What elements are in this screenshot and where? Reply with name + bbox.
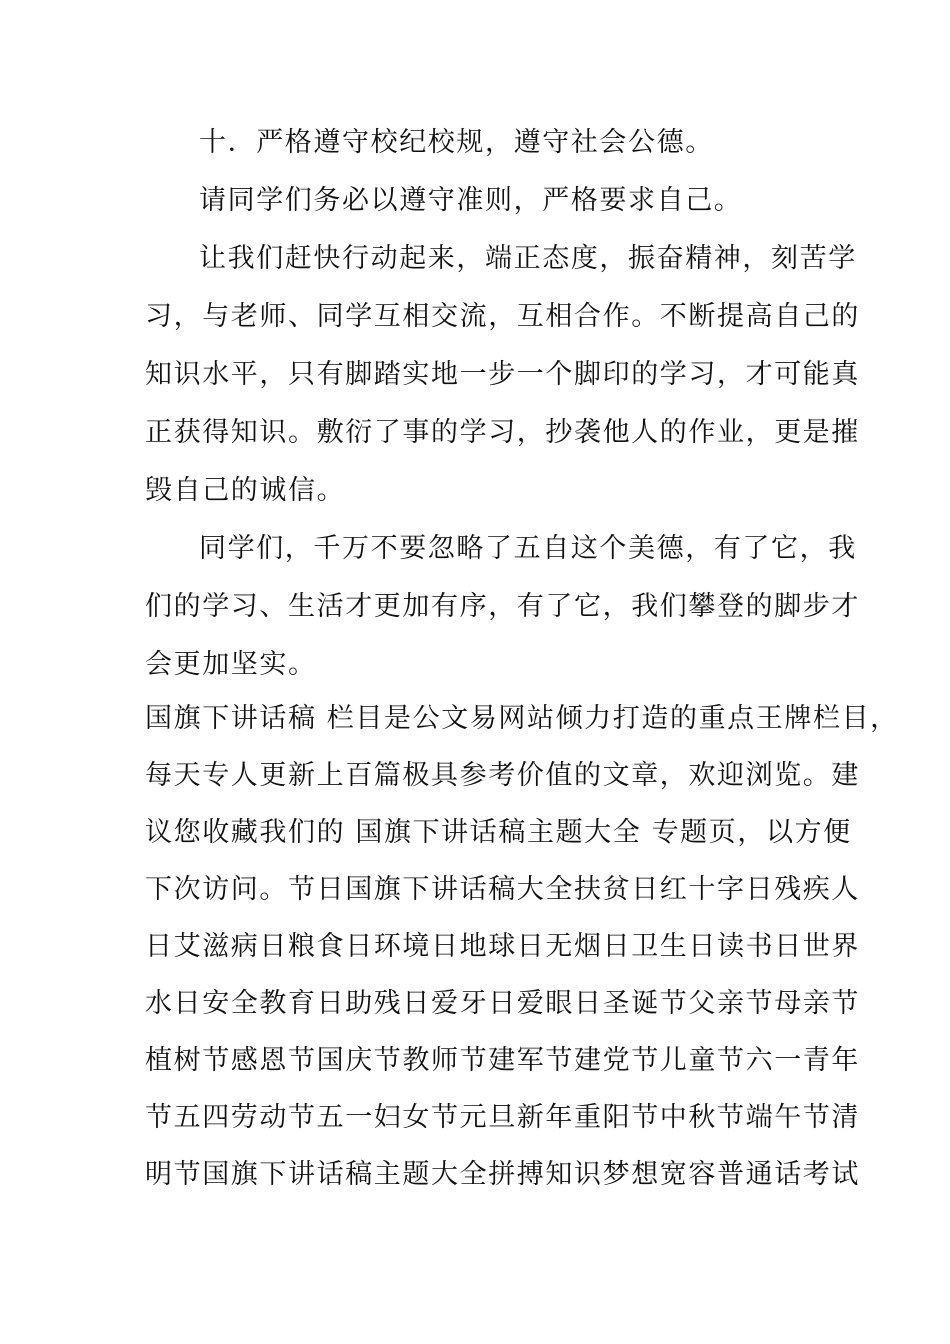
paragraph-line: 们的学习、生活才更加有序，有了它，我们攀登的脚步才: [145, 591, 860, 622]
promo-line: 每天专人更新上百篇极具参考价值的文章，欢迎浏览。建: [145, 760, 860, 791]
paragraph-line: 毁自己的诚信。: [145, 475, 346, 506]
promo-line: 国旗下讲话稿 栏目是公文易网站倾力打造的重点王牌栏目，: [145, 703, 899, 734]
promo-line: 下次访问。节日国旗下讲话稿大全扶贫日红十字日残疾人: [145, 874, 860, 905]
promo-line: 日艾滋病日粮食日环境日地球日无烟日卫生日读书日世界: [145, 931, 860, 962]
paragraph-line: 让我们赶快行动起来，端正态度，振奋精神，刻苦学: [199, 243, 857, 274]
paragraph-line: 同学们，千万不要忽略了五自这个美德，有了它，我: [199, 533, 857, 564]
rule-item-10: 十．严格遵守校纪校规，遵守社会公德。: [199, 127, 714, 158]
promo-line: 水日安全教育日助残日爱牙日爱眼日圣诞节父亲节母亲节: [145, 988, 860, 1019]
paragraph-line: 习，与老师、同学互相交流，互相合作。不断提高自己的: [145, 301, 860, 332]
promo-line: 植树节感恩节国庆节教师节建军节建党节儿童节六一青年: [145, 1045, 860, 1076]
promo-line: 节五四劳动节五一妇女节元旦新年重阳节中秋节端午节清: [145, 1102, 860, 1133]
paragraph-line: 请同学们务必以遵守准则，严格要求自己。: [199, 185, 743, 216]
paragraph-line: 知识水平，只有脚踏实地一步一个脚印的学习，才可能真: [145, 359, 860, 390]
promo-line: 明节国旗下讲话稿主题大全拼搏知识梦想宽容普通话考试: [145, 1159, 860, 1190]
paragraph-line: 正获得知识。敷衍了事的学习，抄袭他人的作业，更是摧: [145, 417, 860, 448]
promo-line: 议您收藏我们的 国旗下讲话稿主题大全 专题页，以方便: [145, 817, 852, 848]
paragraph-line: 会更加坚实。: [145, 649, 317, 680]
